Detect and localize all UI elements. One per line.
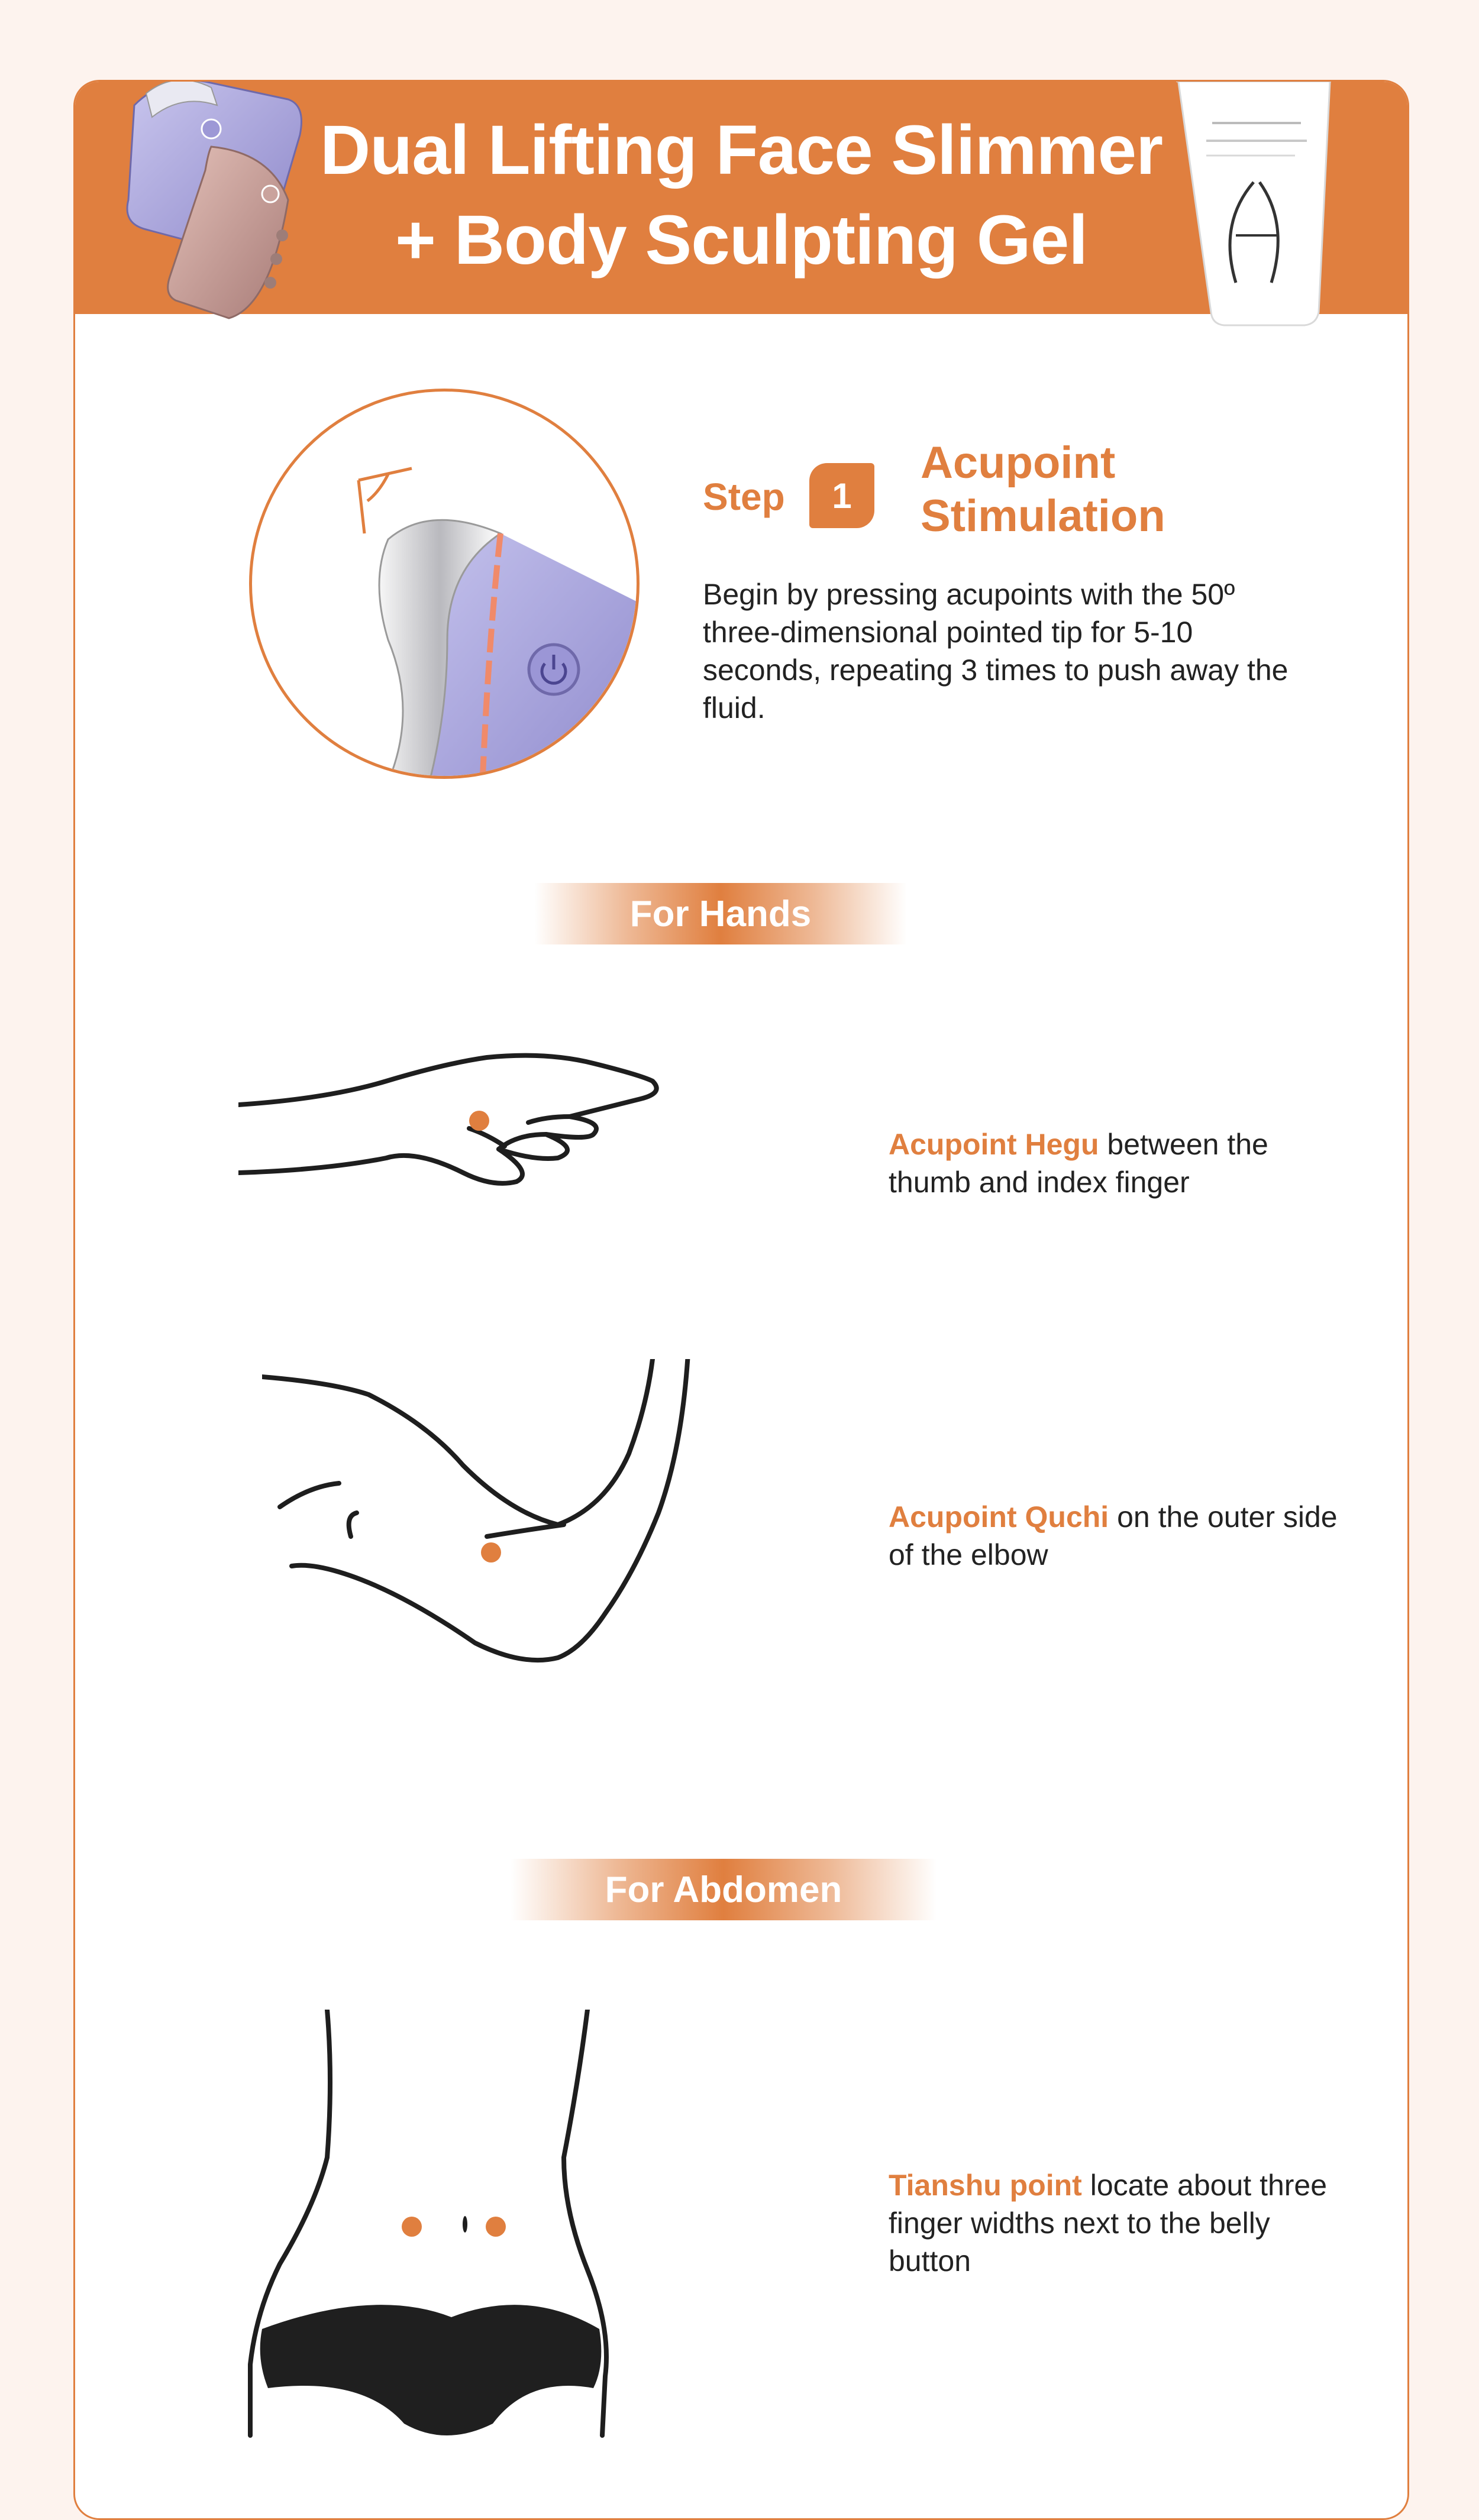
- step-label: Step: [703, 475, 785, 518]
- acupoint-tianshu-name: Tianshu point: [889, 2169, 1082, 2202]
- acupoint-hegu-desc: between the thumb and index finger: [889, 1128, 1268, 1199]
- arm-elbow-illustration: [262, 1359, 759, 1738]
- section-hands-label: For Hands: [629, 893, 812, 934]
- acupoint-hegu-name: Acupoint Hegu: [889, 1128, 1099, 1161]
- step-number-badge: 1: [809, 463, 874, 528]
- quchi-point-marker: [481, 1542, 501, 1563]
- header-title-line1: Dual Lifting Face Slimmer: [319, 111, 1163, 189]
- hand-illustration: [238, 1046, 771, 1241]
- device-tip-closeup-image: [249, 389, 640, 779]
- tianshu-point-left-marker: [402, 2217, 422, 2237]
- abdomen-illustration: [244, 2010, 682, 2447]
- acupoint-quchi-desc: on the outer side of the elbow: [889, 1500, 1338, 1571]
- section-abdomen-label: For Abdomen: [605, 1869, 842, 1910]
- section-header-hands: [534, 883, 907, 944]
- tianshu-point-right-marker: [486, 2217, 506, 2237]
- acupoint-hegu-text: [889, 1125, 1338, 1201]
- acupoint-quchi-text: [889, 1498, 1338, 1574]
- hegu-point-marker: [469, 1111, 489, 1131]
- header-title-line2: + Body Sculpting Gel: [395, 201, 1087, 279]
- section-header-abdomen: [511, 1859, 937, 1920]
- step-description: Begin by pressing acupoints with the 50º three-dimensional pointed tip for 5-10 seconds, repeating 3 times to push away the fluid.: [703, 578, 1289, 724]
- content-card: [73, 80, 1409, 2520]
- acupoint-tianshu-desc: locate about three finger widths next to the belly button: [889, 2169, 1328, 2278]
- acupoint-quchi-name: Acupoint Quchi: [889, 1500, 1109, 1534]
- acupoint-tianshu-text: [889, 2166, 1338, 2280]
- body-sculpting-gel-image: [1141, 80, 1366, 336]
- header-banner: [75, 82, 1407, 314]
- step-title: Acupoint Stimulation: [921, 438, 1165, 541]
